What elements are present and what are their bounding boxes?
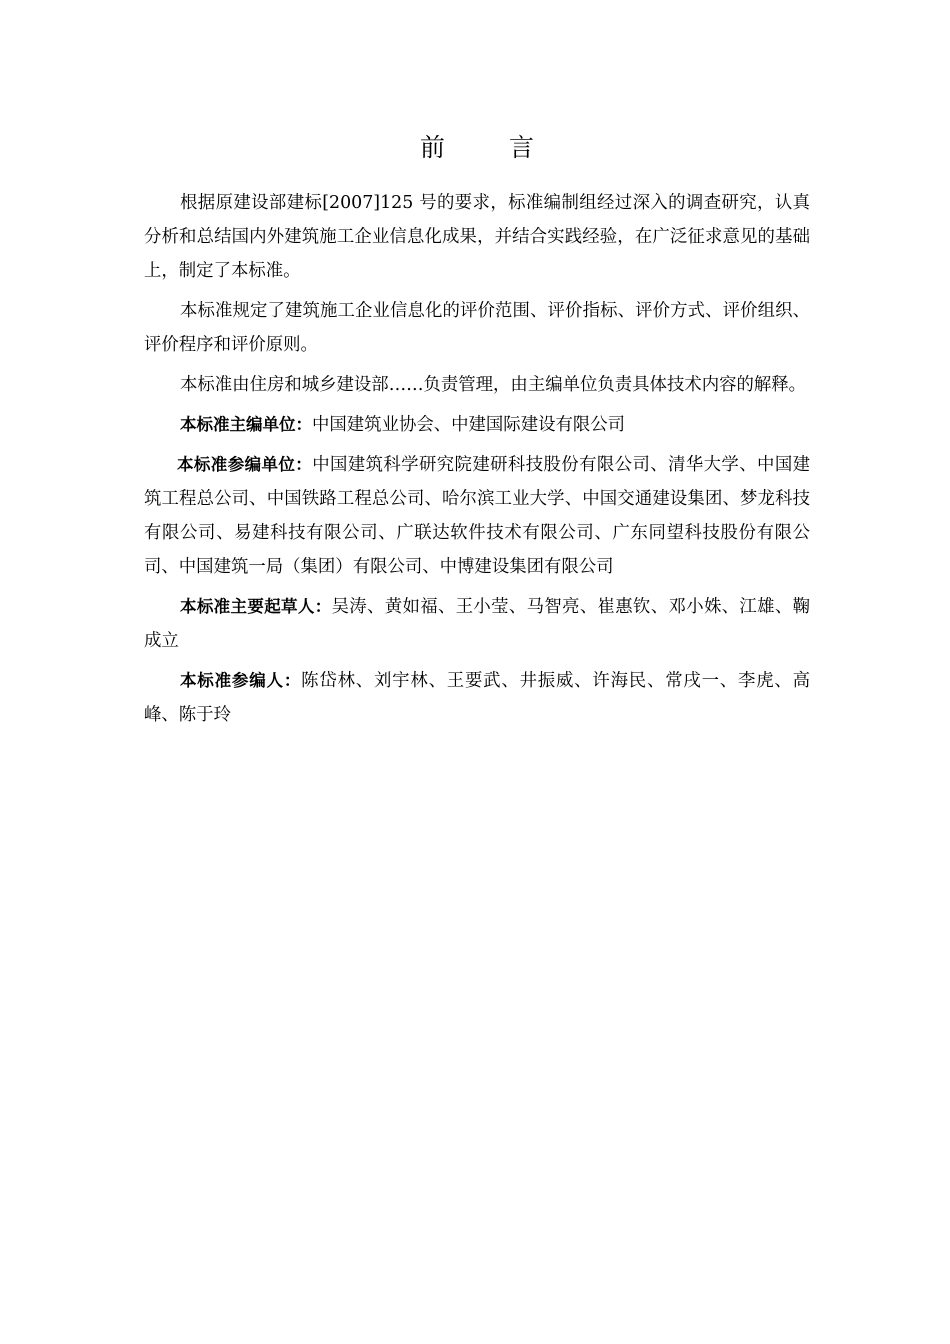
participating-units-value: 中国建筑科学研究院建研科技股份有限公司、清华大学、中国建筑工程总公司、中国铁路工程总公司、哈尔滨工业大学、中国交通建设集团、梦龙科技有限公司、易建科技有限公司、广联达软件技术有限公司、广东同望科技股份有限公司、中国建筑一局（集团）有限公司、中博建设集团有限公司 [144,455,810,577]
paragraph-background: 根据原建设部建标[2007]125 号的要求，标准编制组经过深入的调查研究，认真分析和总结国内外建筑施工企业信息化成果，并结合实践经验，在广泛征求意见的基础上，制定了本标准。 [144,193,810,281]
paragraph-management: 本标准由住房和城乡建设部……负责管理，由主编单位负责具体技术内容的解释。 [180,375,807,395]
participating-drafters-label: 本标准参编人： [180,671,302,690]
chief-drafters-block [144,590,810,658]
participating-units-label: 本标准参编单位： [177,455,313,474]
chief-units-value: 中国建筑业协会、中建国际建设有限公司 [312,415,626,435]
participating-drafters-value: 陈岱林、刘宇林、王要武、井振威、许海民、常戌一、李虎、高峰、陈于玲 [144,671,810,725]
chief-drafters-value: 吴涛、黄如福、王小莹、马智亮、崔惠钦、邓小姝、江雄、鞠成立 [144,597,810,651]
participating-units-block [144,448,810,584]
chief-units-block [144,408,810,442]
page-title: 前 言 [420,133,562,162]
document-body [144,128,810,738]
paragraph-scope: 本标准规定了建筑施工企业信息化的评价范围、评价指标、评价方式、评价组织、评价程序和评价原则。 [144,301,810,355]
participating-drafters-block [144,664,810,732]
chief-drafters-label: 本标准主要起草人： [180,597,332,616]
chief-units-label: 本标准主编单位： [180,415,312,434]
